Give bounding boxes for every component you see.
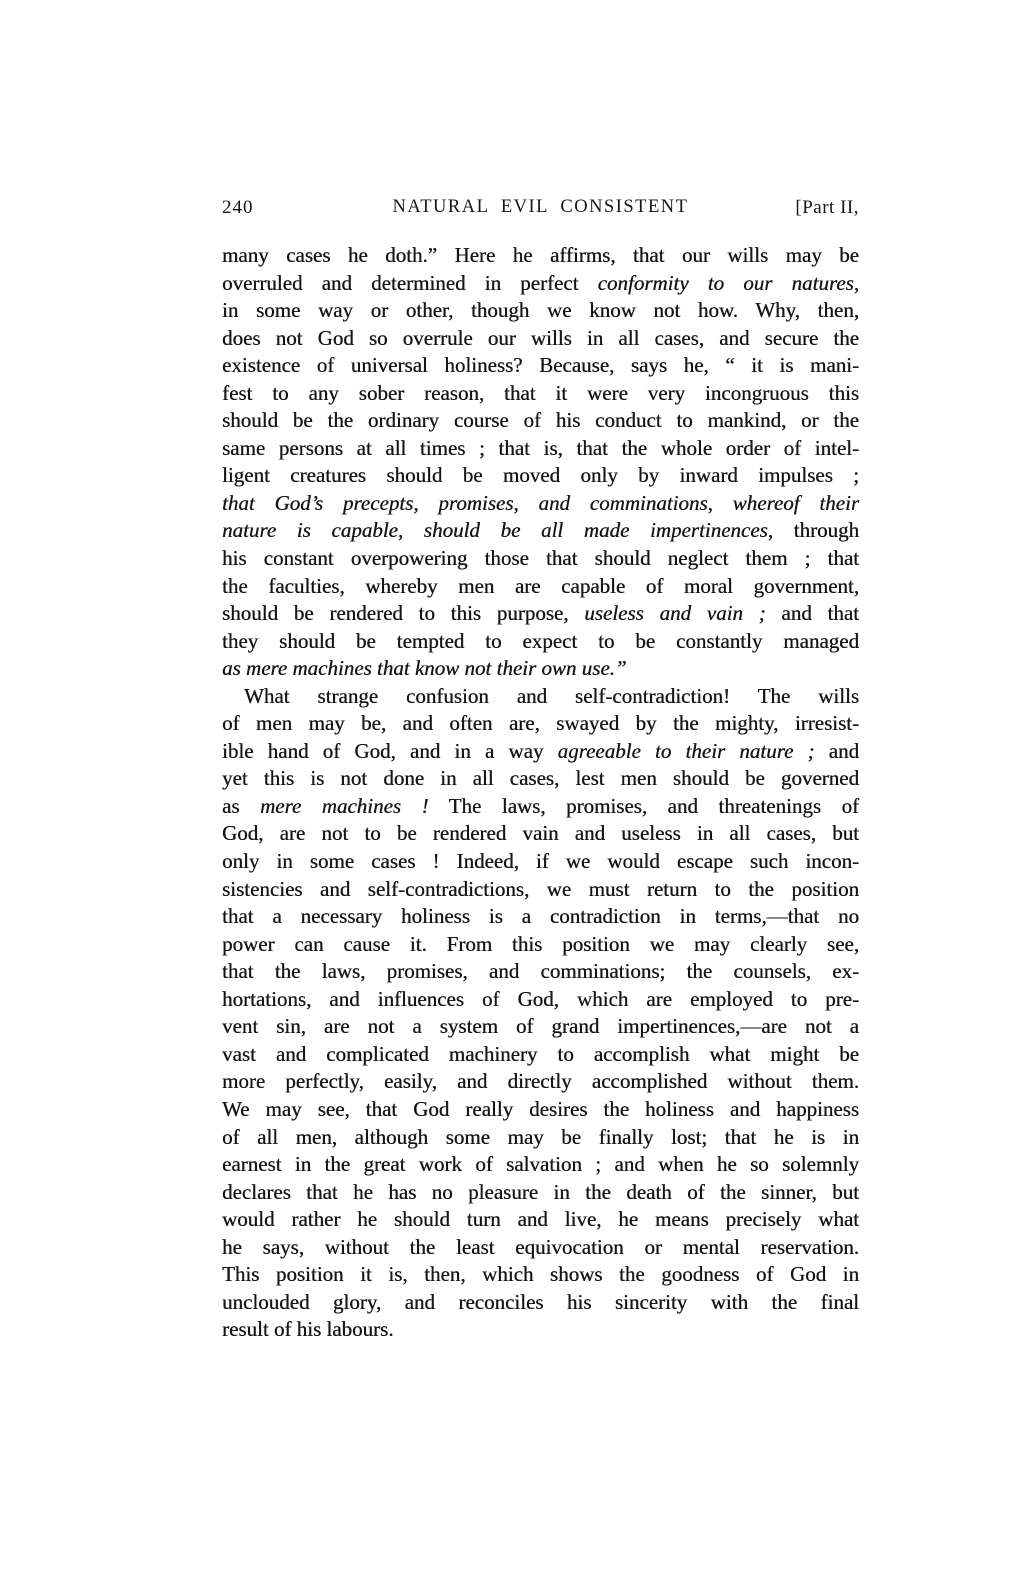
- paragraph: [222, 242, 859, 683]
- roman-text: unclouded glory, and reconciles his sincerity with the final: [222, 1289, 859, 1314]
- roman-text: more perfectly, easily, and directly accomplished without them.: [222, 1069, 859, 1094]
- roman-text: hortations, and influences of God, which are employed to pre-: [222, 986, 859, 1011]
- body-text: [222, 242, 859, 1344]
- italic-text: agreeable to their nature ;: [557, 738, 815, 763]
- text-line: [222, 407, 859, 435]
- roman-text: that the laws, promises, and comminations; the counsels, ex-: [222, 959, 859, 984]
- roman-text: the faculties, whereby men are capable of moral government,: [222, 573, 859, 598]
- running-head: [222, 197, 859, 221]
- italic-text: nature is capable, should be all made impertinences,: [222, 518, 774, 543]
- roman-text: many cases he doth.” Here he affirms, that our wills may be: [222, 243, 859, 267]
- roman-text: should be rendered to this purpose,: [222, 601, 585, 626]
- roman-text: would rather he should turn and live, he means precisely what: [222, 1207, 859, 1232]
- text-line: [222, 1068, 859, 1096]
- roman-text: result of his labours.: [222, 1317, 394, 1342]
- text-line: [222, 1151, 859, 1179]
- roman-text: existence of universal holiness? Because, says he, “ it is mani-: [222, 353, 859, 378]
- roman-text: and: [814, 738, 859, 763]
- text-line: [222, 931, 859, 959]
- roman-text: power can cause it. From this position we may clearly see,: [222, 931, 859, 956]
- text-line: [222, 986, 859, 1014]
- text-line: [222, 1096, 859, 1124]
- text-line: [222, 1289, 859, 1317]
- part-label: [Part II,: [795, 197, 859, 218]
- text-line: [222, 1261, 859, 1289]
- text-line: [222, 325, 859, 353]
- text-line: [222, 793, 859, 821]
- text-line: [222, 958, 859, 986]
- text-line: [222, 1124, 859, 1152]
- roman-text: they should be tempted to expect to be constantly managed: [222, 628, 859, 653]
- text-line: [222, 1234, 859, 1262]
- text-line: [222, 380, 859, 408]
- text-line: [222, 765, 859, 793]
- text-line: [222, 352, 859, 380]
- text-line: [222, 628, 859, 656]
- roman-text: earnest in the great work of salvation ; and when he so solemnly: [222, 1152, 859, 1177]
- roman-text: yet this is not done in all cases, lest men should be governed: [222, 766, 859, 791]
- text-line: [222, 490, 859, 518]
- italic-text: conformity to our natures,: [597, 270, 859, 295]
- text-line: [222, 270, 859, 298]
- roman-text: declares that he has no pleasure in the death of the sinner, but: [222, 1179, 859, 1204]
- roman-text: vent sin, are not a system of grand impertinences,—are not a: [222, 1014, 859, 1039]
- text-line: [222, 1041, 859, 1069]
- text-line: [222, 1206, 859, 1234]
- paragraph: [222, 683, 859, 1344]
- roman-text: in some way or other, though we know not how. Why, then,: [222, 298, 859, 323]
- roman-text: he says, without the least equivocation or mental reservation.: [222, 1234, 859, 1259]
- roman-text: This position it is, then, which shows the goodness of God in: [222, 1262, 859, 1287]
- text-line: [222, 710, 859, 738]
- roman-text: sistencies and self-contradictions, we must return to the position: [222, 876, 859, 901]
- roman-text: does not God so overrule our wills in all cases, and secure the: [222, 325, 859, 350]
- italic-text: useless and vain ;: [584, 601, 766, 626]
- text-line: [222, 462, 859, 490]
- text-line: [222, 545, 859, 573]
- text-line: [222, 1013, 859, 1041]
- roman-text: of all men, although some may be finally lost; that he is in: [222, 1124, 859, 1149]
- text-line: [222, 876, 859, 904]
- roman-text: and that: [765, 601, 859, 626]
- roman-text: that a necessary holiness is a contradiction in terms,—that no: [222, 904, 859, 929]
- roman-text: overruled and determined in perfect: [222, 270, 598, 295]
- text-line: [222, 655, 859, 683]
- text-line: [222, 1316, 859, 1344]
- text-line: [222, 435, 859, 463]
- roman-text: through: [773, 518, 860, 543]
- roman-text: as: [222, 793, 260, 818]
- text-line: [222, 242, 859, 270]
- text-line: [222, 600, 859, 628]
- text-line: [222, 738, 859, 766]
- roman-text: vast and complicated machinery to accomplish what might be: [222, 1041, 859, 1066]
- roman-text: ligent creatures should be moved only by inward impulses ;: [222, 463, 859, 488]
- text-line: [222, 820, 859, 848]
- roman-text: ible hand of God, and in a way: [222, 738, 558, 763]
- roman-text: What strange confusion and self-contradiction! The wills: [244, 683, 859, 708]
- roman-text: The laws, promises, and threatenings of: [428, 793, 859, 818]
- roman-text: God, are not to be rendered vain and useless in all cases, but: [222, 821, 859, 846]
- roman-text: fest to any sober reason, that it were very incongruous this: [222, 380, 859, 405]
- roman-text: of men may be, and often are, swayed by the mighty, irresist-: [222, 711, 859, 736]
- text-line: [222, 683, 859, 711]
- roman-text: only in some cases ! Indeed, if we would escape such incon-: [222, 849, 859, 874]
- italic-text: mere machines !: [260, 793, 429, 818]
- page-number: 240: [222, 197, 254, 218]
- text-line: [222, 1179, 859, 1207]
- text-line: [222, 517, 859, 545]
- italic-text: as mere machines that know not their own use.”: [222, 656, 627, 681]
- text-line: [222, 903, 859, 931]
- roman-text: We may see, that God really desires the holiness and happiness: [222, 1096, 859, 1121]
- roman-text: his constant overpowering those that should neglect them ; that: [222, 546, 859, 571]
- running-title: NATURAL EVIL CONSISTENT: [392, 197, 689, 217]
- text-line: [222, 848, 859, 876]
- italic-text: that God’s precepts, promises, and comminations, whereof their: [222, 490, 859, 515]
- text-line: [222, 573, 859, 601]
- roman-text: should be the ordinary course of his conduct to mankind, or the: [222, 408, 859, 433]
- text-line: [222, 297, 859, 325]
- roman-text: same persons at all times ; that is, that the whole order of intel-: [222, 435, 859, 460]
